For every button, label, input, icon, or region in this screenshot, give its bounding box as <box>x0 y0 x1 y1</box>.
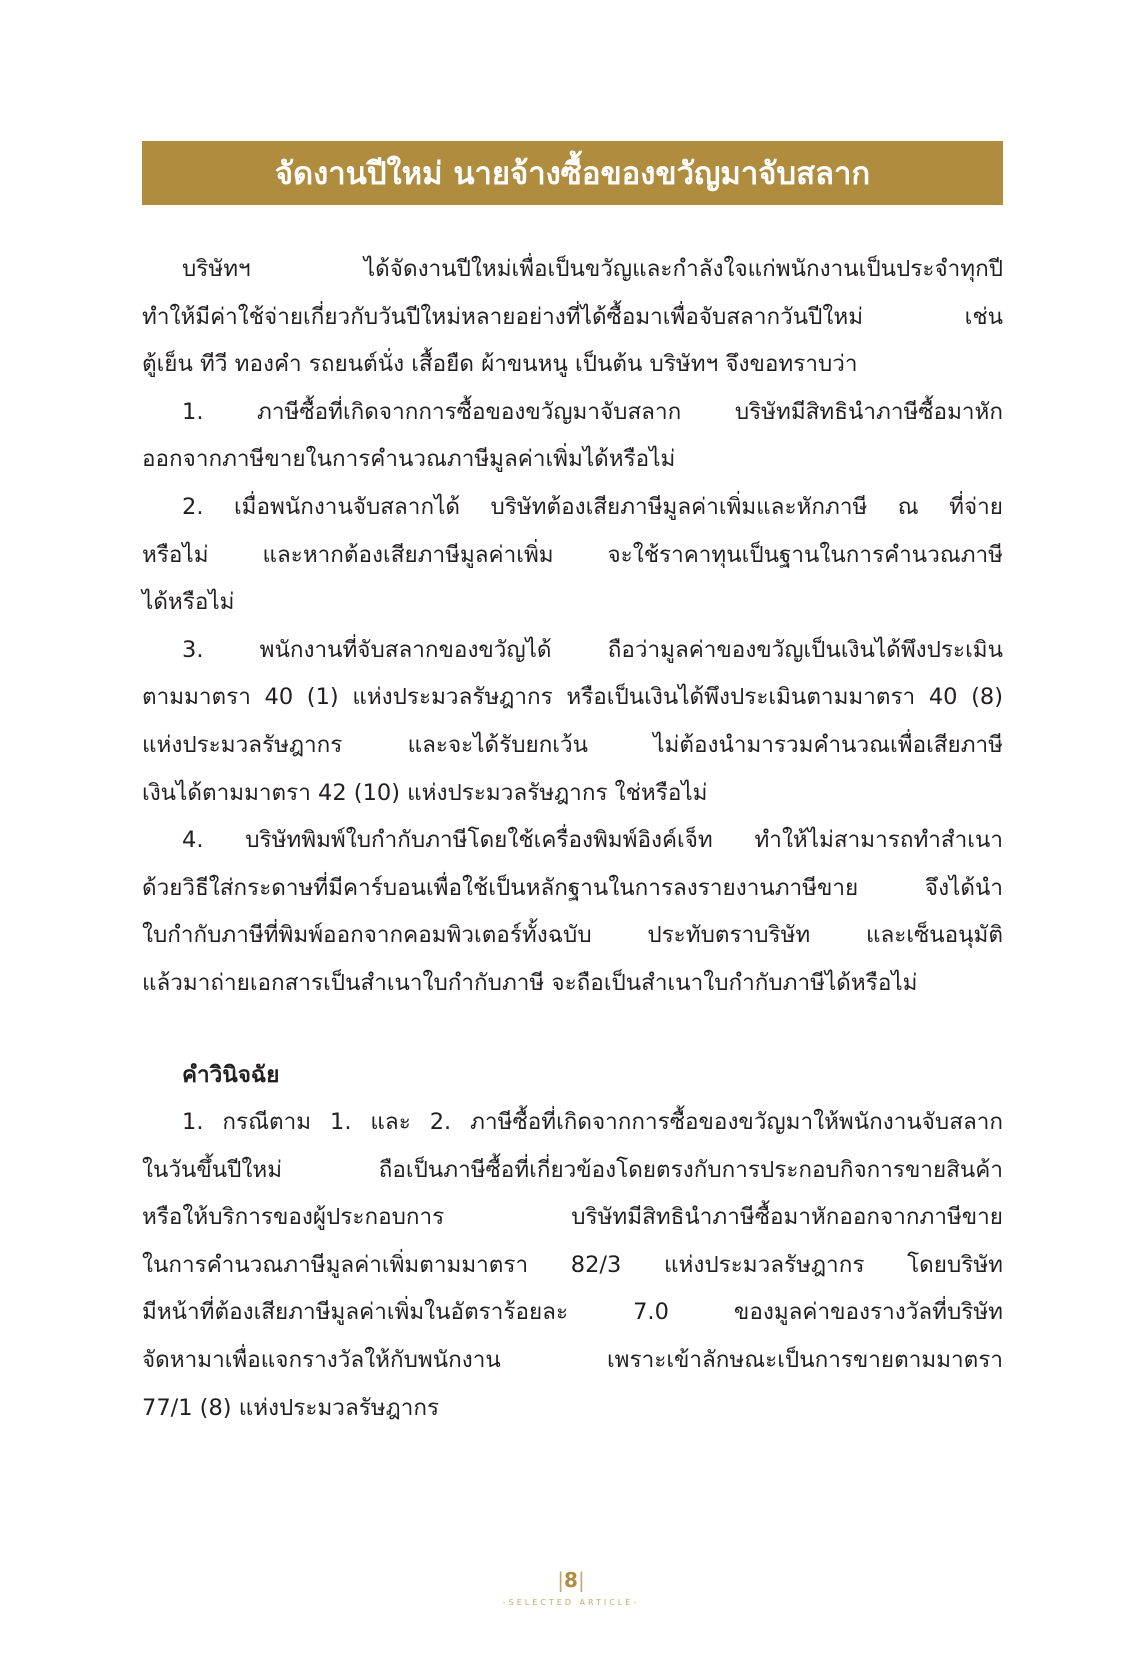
article-body <box>142 246 1003 1432</box>
page-number-value: 8 <box>564 1568 578 1592</box>
question-item-line: ออกจากภาษีขายในการคำนวณภาษีมูลค่าเพิ่มได้หรือไม่ <box>142 446 676 473</box>
paragraph-line: ตู้เย็น ทีวี ทองคำ รถยนต์นั่ง เสื้อยืด ผ้าขนหนู เป็นต้น บริษัทฯ จึงขอทราบว่า <box>142 351 858 378</box>
ruling-line: 77/1 (8) แห่งประมวลรัษฎากร <box>142 1394 440 1421</box>
question-item-line: 3. พนักงานที่จับสลากของขวัญได้ ถือว่ามูลค่าของขวัญเป็นเงินได้พึงประเมิน <box>182 636 1003 663</box>
ruling-line: ในการคำนวณภาษีมูลค่าเพิ่มตามมาตรา 82/3 แห่งประมวลรัษฎากร โดยบริษัท <box>142 1251 1003 1278</box>
question-item-line: หรือไม่ และหากต้องเสียภาษีมูลค่าเพิ่ม จะใช้ราคาทุนเป็นฐานในการคำนวณภาษี <box>142 541 1003 568</box>
question-item-line: ใบกำกับภาษีที่พิมพ์ออกจากคอมพิวเตอร์ทั้งฉบับ ประทับตราบริษัท และเซ็นอนุมัติ <box>142 922 1003 949</box>
page-number <box>0 1568 1142 1592</box>
ruling-heading: คำวินิจฉัย <box>182 1061 280 1088</box>
question-item-line: 4. บริษัทพิมพ์ใบกำกับภาษีโดยใช้เครื่องพิมพ์อิงค์เจ็ท ทำให้ไม่สามารถทำสำเนา <box>182 827 1003 854</box>
ruling-section <box>142 1052 1003 1433</box>
ruling-line: จัดหามาเพื่อแจกรางวัลให้กับพนักงาน เพราะเข้าลักษณะเป็นการขายตามมาตรา <box>142 1347 1003 1374</box>
ruling-line: ในวันขึ้นปีใหม่ ถือเป็นภาษีซื้อที่เกี่ยวข้องโดยตรงกับการประกอบกิจการขายสินค้า <box>142 1156 1003 1183</box>
ruling-line: 1. กรณีตาม 1. และ 2. ภาษีซื้อที่เกิดจากการซื้อของขวัญมาให้พนักงานจับสลาก <box>182 1109 1003 1136</box>
question-item-line: 1. ภาษีซื้อที่เกิดจากการซื้อของขวัญมาจับสลาก บริษัทมีสิทธินำภาษีซื้อมาหัก <box>182 398 1003 425</box>
question-item-line: เงินได้ตามมาตรา 42 (10) แห่งประมวลรัษฎากร ใช่หรือไม่ <box>142 779 708 806</box>
question-section <box>142 246 1003 1008</box>
title-banner <box>142 141 1003 205</box>
footer-label: -SELECTED ARTICLE- <box>502 1598 640 1607</box>
question-item-line: ตามมาตรา 40 (1) แห่งประมวลรัษฎากร หรือเป็นเงินได้พึงประเมินตามมาตรา 40 (8) <box>142 684 1003 711</box>
question-item-line: ได้หรือไม่ <box>142 589 235 616</box>
question-item-line: 2. เมื่อพนักงานจับสลากได้ บริษัทต้องเสียภาษีมูลค่าเพิ่มและหักภาษี ณ ที่จ่าย <box>182 493 1003 520</box>
page-number-left-bar: | <box>557 1568 565 1592</box>
paragraph-line: บริษัทฯ ได้จัดงานปีใหม่เพื่อเป็นขวัญและกำลังใจแก่พนักงานเป็นประจำทุกปี <box>182 256 1003 282</box>
page-title: จัดงานปีใหม่ นายจ้างซื้อของขวัญมาจับสลาก <box>274 156 871 192</box>
paragraph-line: ทำให้มีค่าใช้จ่ายเกี่ยวกับวันปีใหม่หลายอย่างที่ได้ซื้อมาเพื่อจับสลากวันปีใหม่ เช่น <box>142 303 1003 330</box>
section-spacer <box>142 1008 1003 1052</box>
question-item-line: แห่งประมวลรัษฎากร และจะได้รับยกเว้น ไม่ต้องนำมารวมคำนวณเพื่อเสียภาษี <box>142 731 1003 758</box>
ruling-line: หรือให้บริการของผู้ประกอบการ บริษัทมีสิทธินำภาษีซื้อมาหักออกจากภาษีขาย <box>142 1204 1003 1231</box>
question-item-line: ด้วยวิธีใส่กระดาษที่มีคาร์บอนเพื่อใช้เป็นหลักฐานในการลงรายงานภาษีขาย จึงได้นำ <box>142 874 1003 901</box>
question-item-line: แล้วมาถ่ายเอกสารเป็นสำเนาใบกำกับภาษี จะถือเป็นสำเนาใบกำกับภาษีได้หรือไม่ <box>142 969 918 996</box>
ruling-line: มีหน้าที่ต้องเสียภาษีมูลค่าเพิ่มในอัตราร้อยละ 7.0 ของมูลค่าของรางวัลที่บริษัท <box>142 1299 1003 1326</box>
page-number-right-bar: | <box>577 1568 585 1592</box>
